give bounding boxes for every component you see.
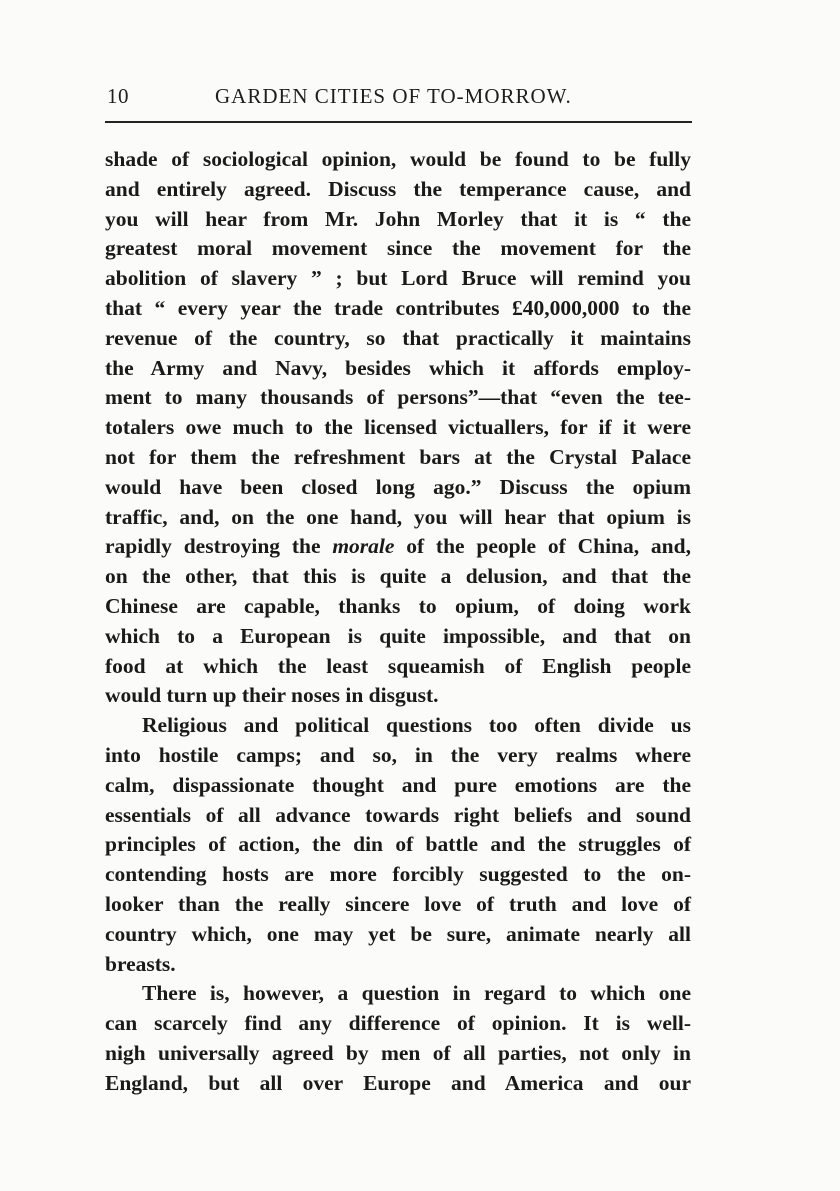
text-line: traffic, and, on the one hand, you will hear that opium is <box>105 504 691 529</box>
text-line: greatest moral movement since the movement for the <box>105 236 691 261</box>
text-line: into hostile camps; and so, in the very realms where <box>105 742 691 767</box>
paragraph-first-line: There is, however, a question in regard to which one <box>142 981 691 1006</box>
text-line: can scarcely find any difference of opinion. It is well- <box>105 1011 691 1036</box>
text-line: essentials of all advance towards right beliefs and sound <box>105 802 691 827</box>
text-line: which to a European is quite impossible, and that on <box>105 623 691 648</box>
header-rule <box>105 121 692 123</box>
text-line: Chinese are capable, thanks to opium, of doing work <box>105 593 691 618</box>
text-line: that “ every year the trade contributes £40,000,000 to the <box>105 295 691 320</box>
running-title: GARDEN CITIES OF TO-MORROW. <box>215 84 572 108</box>
text-line: on the other, that this is quite a delusion, and that the <box>105 564 691 589</box>
text-line: totalers owe much to the licensed victuallers, for if it were <box>105 415 691 440</box>
text-line: food at which the least squeamish of English people <box>105 653 691 678</box>
body-text <box>105 145 691 1099</box>
text-line: shade of sociological opinion, would be found to be fully <box>105 147 691 171</box>
text-line: not for them the refreshment bars at the Crystal Palace <box>105 444 691 469</box>
text-line: breasts. <box>105 951 176 976</box>
text-line: calm, dispassionate thought and pure emotions are the <box>105 772 691 797</box>
page-header <box>107 84 691 114</box>
text-line: looker than the really sincere love of truth and love of <box>105 891 691 916</box>
text-line: England, but all over Europe and America and our <box>105 1070 691 1095</box>
text-line: and entirely agreed. Discuss the temperance cause, and <box>105 176 691 201</box>
italic-word: morale <box>332 534 395 559</box>
line-segment: rapidly destroying the <box>105 534 333 559</box>
text-line: principles of action, the din of battle and the struggles of <box>105 832 691 857</box>
text-line: nigh universally agreed by men of all parties, not only in <box>105 1040 691 1065</box>
text-line: revenue of the country, so that practically it maintains <box>105 325 691 350</box>
text-line: country which, one may yet be sure, animate nearly all <box>105 921 691 946</box>
text-line-with-italic <box>105 532 691 562</box>
text-line: contending hosts are more forcibly suggested to the on- <box>105 862 691 887</box>
paragraph-first-line: Religious and political questions too often divide us <box>142 713 691 738</box>
page-number: 10 <box>107 84 129 108</box>
text-line: the Army and Navy, besides which it affords employ- <box>105 355 691 380</box>
line-segment: of the people of China, and, <box>394 534 691 559</box>
text-line: would have been closed long ago.” Discuss the opium <box>105 474 691 499</box>
text-line: ment to many thousands of persons”—that “even the tee- <box>105 385 691 410</box>
text-line: you will hear from Mr. John Morley that it is “ the <box>105 206 691 231</box>
text-line: would turn up their noses in disgust. <box>105 683 439 708</box>
text-line: abolition of slavery ” ; but Lord Bruce will remind you <box>105 266 691 291</box>
